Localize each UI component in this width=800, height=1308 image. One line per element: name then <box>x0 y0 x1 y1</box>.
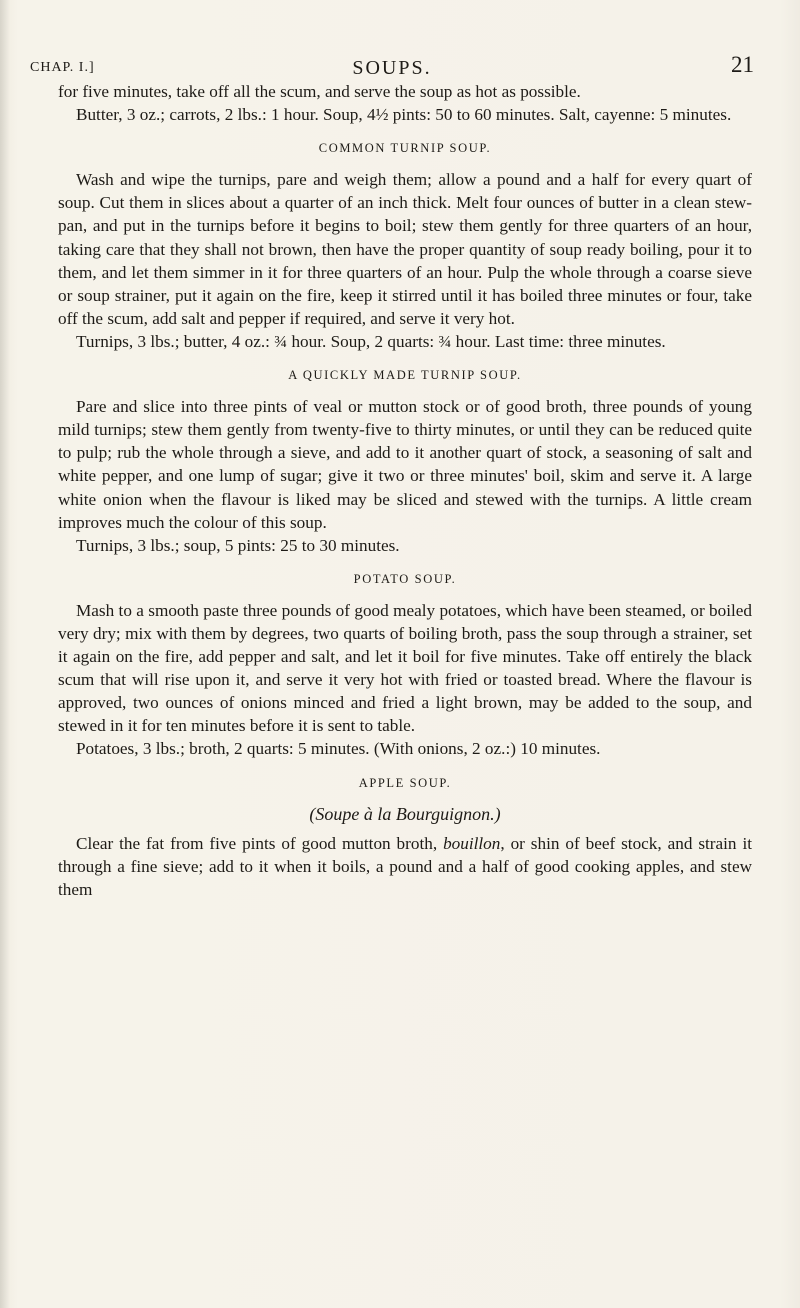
text-run: Clear the fat from five pints of good mutton broth, <box>76 833 438 853</box>
timing-note: Turnips, 3 lbs.; soup, 5 pints: 25 to 30 minutes. <box>76 535 400 555</box>
recipe-paragraph <box>58 832 752 901</box>
running-title: SOUPS. <box>352 57 432 79</box>
page-header <box>30 52 754 82</box>
recipe-heading-common-turnip-soup: COMMON TURNIP SOUP. <box>318 141 492 156</box>
page-number: 21 <box>731 52 754 77</box>
timing-note: Butter, 3 oz.; carrots, 2 lbs.: 1 hour. Soup, 4½ pints: 50 to 60 minutes. Salt, cayenne: 5 minutes. <box>76 105 732 125</box>
recipe-subheading: (Soupe à la Bourguignon.) <box>309 803 501 824</box>
recipe-paragraph: Wash and wipe the turnips, pare and weigh them; allow a pound and a half for every quart of soup. Cut them in slices about a quarter of an inch thick. Melt four ounces of butter in a clean stew-pan, and put in the turnips before it begins to boil; stew them gently for three quarters of an hour, taking care that they shall not brown, then have the proper quantity of soup ready boiling, pour it to them, and let them simmer in it for three quarters of an hour. Pulp the whole through a coarse sieve or soup strainer, put it again on the fire, keep it stirred until it has boiled three minutes or four, take off the scum, add salt and pepper if required, and serve it very hot. <box>58 170 752 328</box>
recipe-heading-quick-turnip-soup: A QUICKLY MADE TURNIP SOUP. <box>288 368 522 383</box>
recipe-heading-apple-soup: APPLE SOUP. <box>358 775 452 790</box>
paragraph-continued: for five minutes, take off all the scum, and serve the soup as hot as possible. <box>58 82 581 101</box>
page-body <box>58 80 752 901</box>
text-run: , or shin of beef stock, and strain it through a fine sieve; add to it when it boils, a pound and a half of good cooking apples, and stew them <box>58 833 752 899</box>
recipe-heading-potato-soup: POTATO SOUP. <box>353 571 457 586</box>
recipe-paragraph: Mash to a smooth paste three pounds of good mealy potatoes, which have been steamed, or boiled very dry; mix with them by degrees, two quarts of boiling broth, pass the soup through a strainer, set it again on the fire, add pepper and salt, and let it boil for five minutes. Take off entirely the black scum that will rise upon it, and serve it very hot with fried or toasted bread. Where the flavour is approved, two ounces of onions minced and fried a light brown, may be added to the soup, and stewed in it for ten minutes before it is sent to table. <box>58 600 752 736</box>
page-gutter-shadow <box>0 0 10 1308</box>
timing-note: Turnips, 3 lbs.; butter, 4 oz.: ¾ hour. Soup, 2 quarts: ¾ hour. Last time: three minutes. <box>76 331 666 351</box>
italic-term: bouillon <box>443 833 501 853</box>
timing-note: Potatoes, 3 lbs.; broth, 2 quarts: 5 minutes. (With onions, 2 oz.:) 10 minutes. <box>76 739 601 759</box>
chapter-label: CHAP. I.] <box>30 60 95 75</box>
recipe-paragraph: Pare and slice into three pints of veal or mutton stock or of good broth, three pounds of young mild turnips; stew them gently from twenty-five to thirty minutes, or until they can be reduced quite to pulp; rub the whole through a sieve, and add to it another quart of stock, a seasoning of salt and white pepper, and one lump of sugar; give it two or three minutes' boil, skim and serve it. A large white onion when the flavour is liked may be sliced and stewed with the turnips. A little cream improves much the colour of this soup. <box>58 397 752 532</box>
